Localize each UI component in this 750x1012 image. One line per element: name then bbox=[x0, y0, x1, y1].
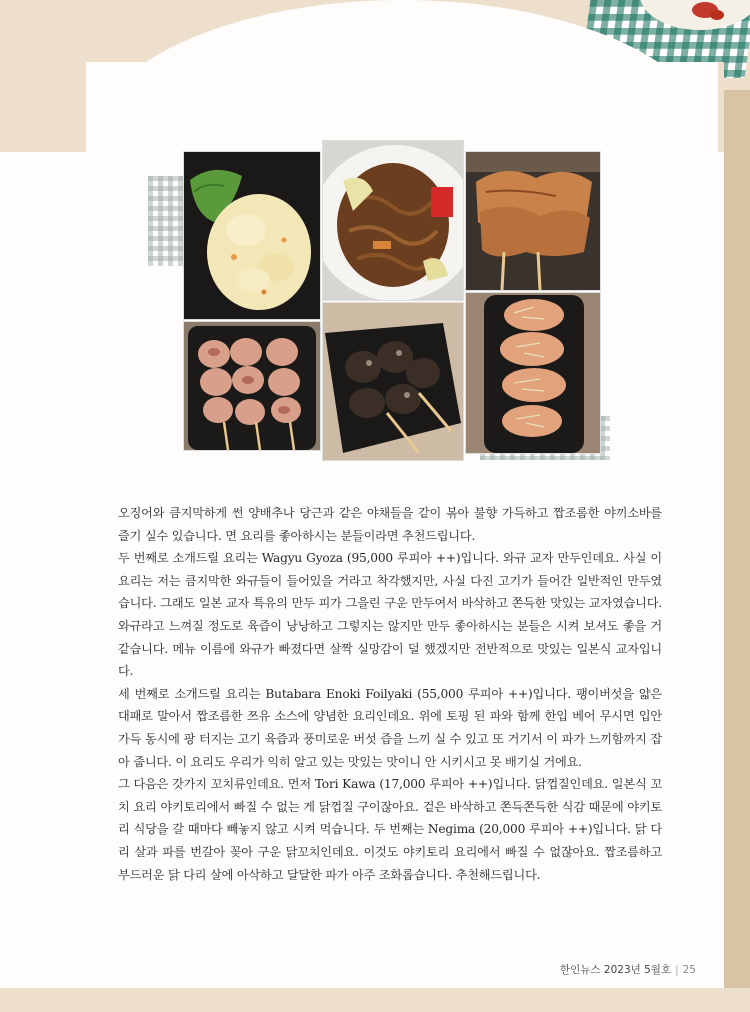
photo-mushroom-skewers bbox=[322, 302, 464, 461]
page-footer bbox=[560, 962, 696, 977]
photo-salmon-sprouts bbox=[465, 292, 601, 454]
photo-bacon-enoki bbox=[183, 321, 321, 451]
collage-pattern-left bbox=[148, 176, 188, 266]
article-paragraph: 두 번째로 소개드릴 요리는 Wagyu Gyoza (95,000 루피아 ++)입니다. 와규 교자 만두인데요. 사실 이 요리는 저는 큼지막한 와규들이 들어있을 거라고 착각했지만, 사실 다진 고기가 들어간 일반적인 만두였습니다. 그래도 일본 교자 특유의 만두 피가 그을린 구운 만두여서 바삭하고 쫀득한 맛있는 교자였습니다. 와규라고 느껴질 정도로 육즙이 낭낭하고 그렇지는 않지만 만두 좋아하시는 분들은 시켜 보셔도 좋을 거 같습니다. 메뉴 이름에 와규가 빠졌다면 살짝 실망감이 덜 했겠지만 전반적으로 맛있는 일본식 교자입니다. bbox=[118, 551, 662, 679]
page-bottom-band bbox=[0, 988, 750, 1012]
tomato-decoration bbox=[710, 10, 724, 20]
page-corner bbox=[0, 62, 86, 152]
article-body bbox=[118, 502, 662, 886]
page-number: 25 bbox=[682, 964, 696, 976]
page-corner bbox=[718, 62, 724, 152]
photo-potato-salad bbox=[183, 151, 321, 320]
article-paragraph: 세 번째로 소개드릴 요리는 Butabara Enoki Foilyaki (55,000 루피아 ++)입니다. 팽이버섯을 얇은 대패로 말아서 짭조름한 쯔유 소스에 양념한 요리인데요. 위에 토핑 된 파와 함께 한입 베어 무시면 입안 가득 동시에 팡 터지는 고기 육즙과 풍미로운 버섯 즙을 느끼 실 수 있고 또 거기서 이 파가 느끼함까지 잡아 줍니다. 이 요리도 우리가 익히 알고 있는 맛있는 맛이니 안 시키시고 못 배기실 거에요. bbox=[118, 686, 662, 769]
photo-yakisoba bbox=[322, 140, 464, 301]
photo-chicken-skewers bbox=[465, 151, 601, 291]
publication-name: 한인뉴스 2023년 5월호 bbox=[560, 964, 672, 976]
footer-separator: | bbox=[675, 964, 679, 976]
page-edge-strip bbox=[724, 90, 750, 1012]
article-paragraph: 오징어와 큼지막하게 썬 양배추나 당근과 같은 야채들을 같이 볶아 불향 가득하고 짭조롬한 야끼소바를 즐기 실수 있습니다. 면 요리를 좋아하시는 분들이라면 추천드립니다. bbox=[118, 506, 662, 543]
article-paragraph: 그 다음은 갓가지 꼬치류인데요. 먼저 Tori Kawa (17,000 루피아 ++)입니다. 닭껍질인데요. 일본식 꼬치 요리 야키토리에서 빠질 수 없는 게 닭껍질 구이잖아요. 겉은 바삭하고 쫀득쫀득한 식감 때문에 야키토리 식당을 갈 때마다 빼놓지 않고 시켜 먹습니다. 두 번째는 Negima (20,000 루피아 ++)입니다. 닭 다리 살과 파를 번갈아 꽂아 구운 닭꼬치인데요. 이것도 야키토리 요리에서 빠질 수 없잖아요. 짭조름하고 부드러운 닭 다리 살에 아삭하고 달달한 파가 아주 조화롭습니다. 추천해드립니다. bbox=[118, 777, 662, 882]
